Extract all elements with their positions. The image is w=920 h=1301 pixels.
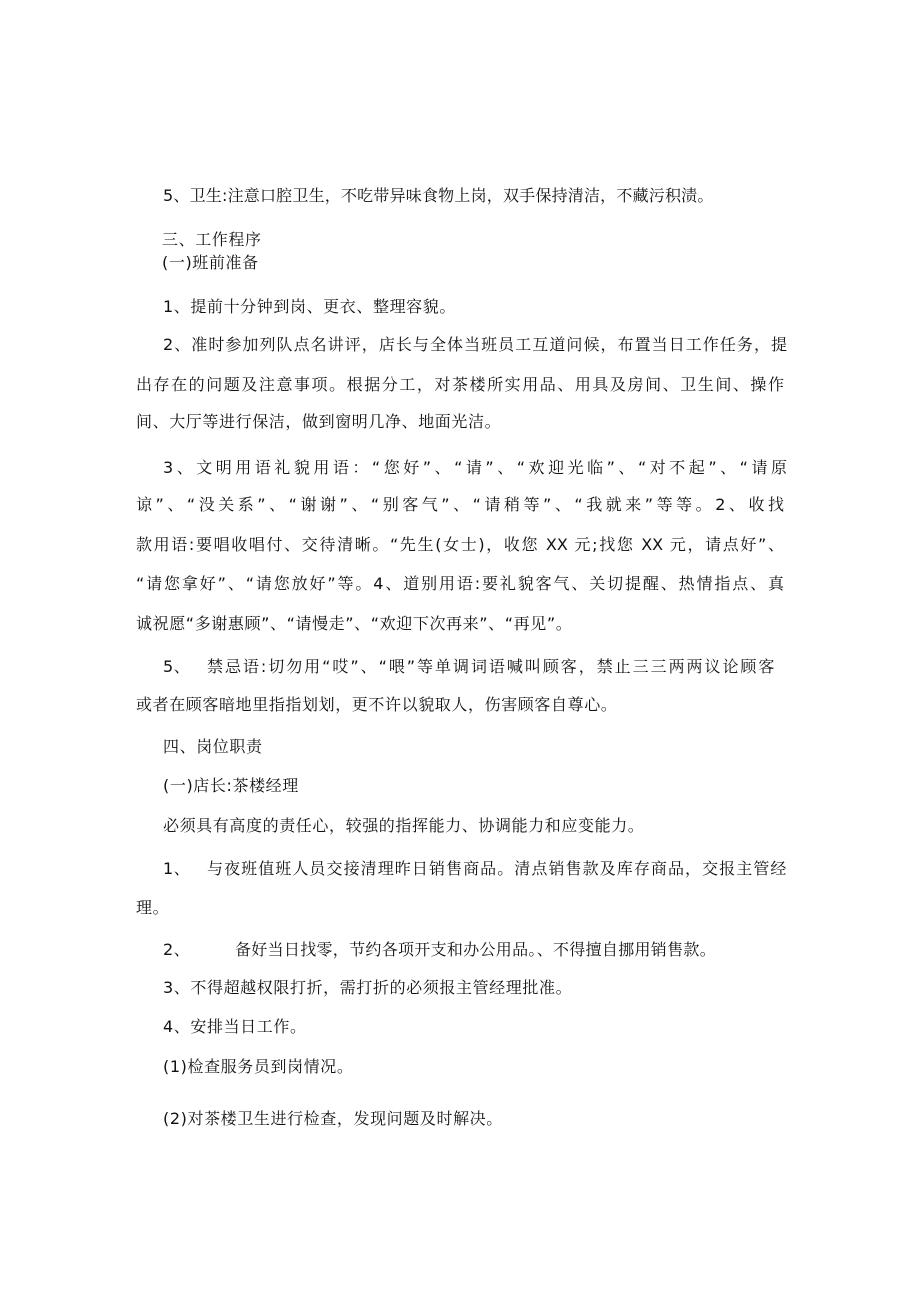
manager-duty-4-sub-2: (2)对茶楼卫生进行检查，发现问题及时解决。 — [163, 1109, 503, 1128]
manager-duty-2-text: 备好当日找零，节约各项开支和办公用品。、不得擅自挪用销售款。 — [235, 940, 717, 959]
polite-language-line-3: 款用语:要唱收唱付、交待清晰。“先生(女士)，收您 XX 元;找您 XX 元，请点好”、 — [136, 535, 784, 554]
manager-duty-4-sub-1: (1)检查服务员到岗情况。 — [163, 1057, 354, 1076]
manager-duty-1-number: 1、 — [163, 859, 191, 878]
prep-item-2-line-2: 出存在的问题及注意事项。根据分工，对茶楼所实用品、用具及房间、卫生间、操作 — [136, 375, 784, 394]
manager-duty-4: 4、安排当日工作。 — [163, 1017, 307, 1036]
manager-duty-1-line-1: 与夜班值班人员交接清理昨日销售商品。清点销售款及库存商品，交报主管经 — [207, 859, 787, 878]
prep-item-2-line-3: 间、大厅等进行保洁，做到窗明几净、地面光洁。 — [136, 412, 502, 431]
polite-language-line-5: 诚祝愿“多谢惠顾”、“请慢走”、“欢迎下次再来”、“再见”。 — [136, 614, 573, 633]
polite-language-line-2: 谅”、“没关系”、“谢谢”、“别客气”、“请稍等”、“我就来”等等。2、收找 — [136, 495, 784, 514]
prep-item-1: 1、提前十分钟到岗、更衣、整理容貌。 — [163, 297, 456, 316]
manager-duty-1-line-2: 理。 — [136, 898, 170, 917]
manager-requirements: 必须具有高度的责任心，较强的指挥能力、协调能力和应变能力。 — [163, 816, 645, 835]
section-3-subheading: (一)班前准备 — [162, 253, 259, 272]
polite-language-line-4: “请您拿好”、“请您放好”等。4、道别用语:要礼貌客气、关切提醒、热情指点、真 — [136, 574, 784, 593]
polite-language-line-1: 3、文明用语礼貌用语：“您好”、“请”、“欢迎光临”、“对不起”、“请原 — [163, 458, 787, 477]
prep-item-2-line-1: 2、准时参加列队点名讲评，店长与全体当班员工互道问候，布置当日工作任务，提 — [163, 335, 787, 354]
taboo-language-number: 5、 — [163, 657, 191, 676]
section-4-subheading: (一)店长:茶楼经理 — [163, 776, 299, 795]
taboo-language-line-2: 或者在顾客暗地里指指划划，更不许以貌取人，伤害顾客自尊心。 — [136, 695, 618, 714]
manager-duty-3: 3、不得超越权限打折，需打折的必须报主管经理批准。 — [163, 978, 573, 997]
section-4-heading: 四、岗位职责 — [163, 737, 263, 756]
taboo-language-line-1: 禁忌语:切勿用“哎”、“喂”等单调词语喊叫顾客，禁止三三两两议论顾客 — [207, 657, 775, 676]
hygiene-item-5: 5、卫生:注意口腔卫生，不吃带异味食物上岗，双手保持清洁，不藏污积渍。 — [163, 186, 714, 205]
section-3-heading: 三、工作程序 — [162, 230, 262, 249]
manager-duty-2-number: 2、 — [163, 940, 191, 959]
